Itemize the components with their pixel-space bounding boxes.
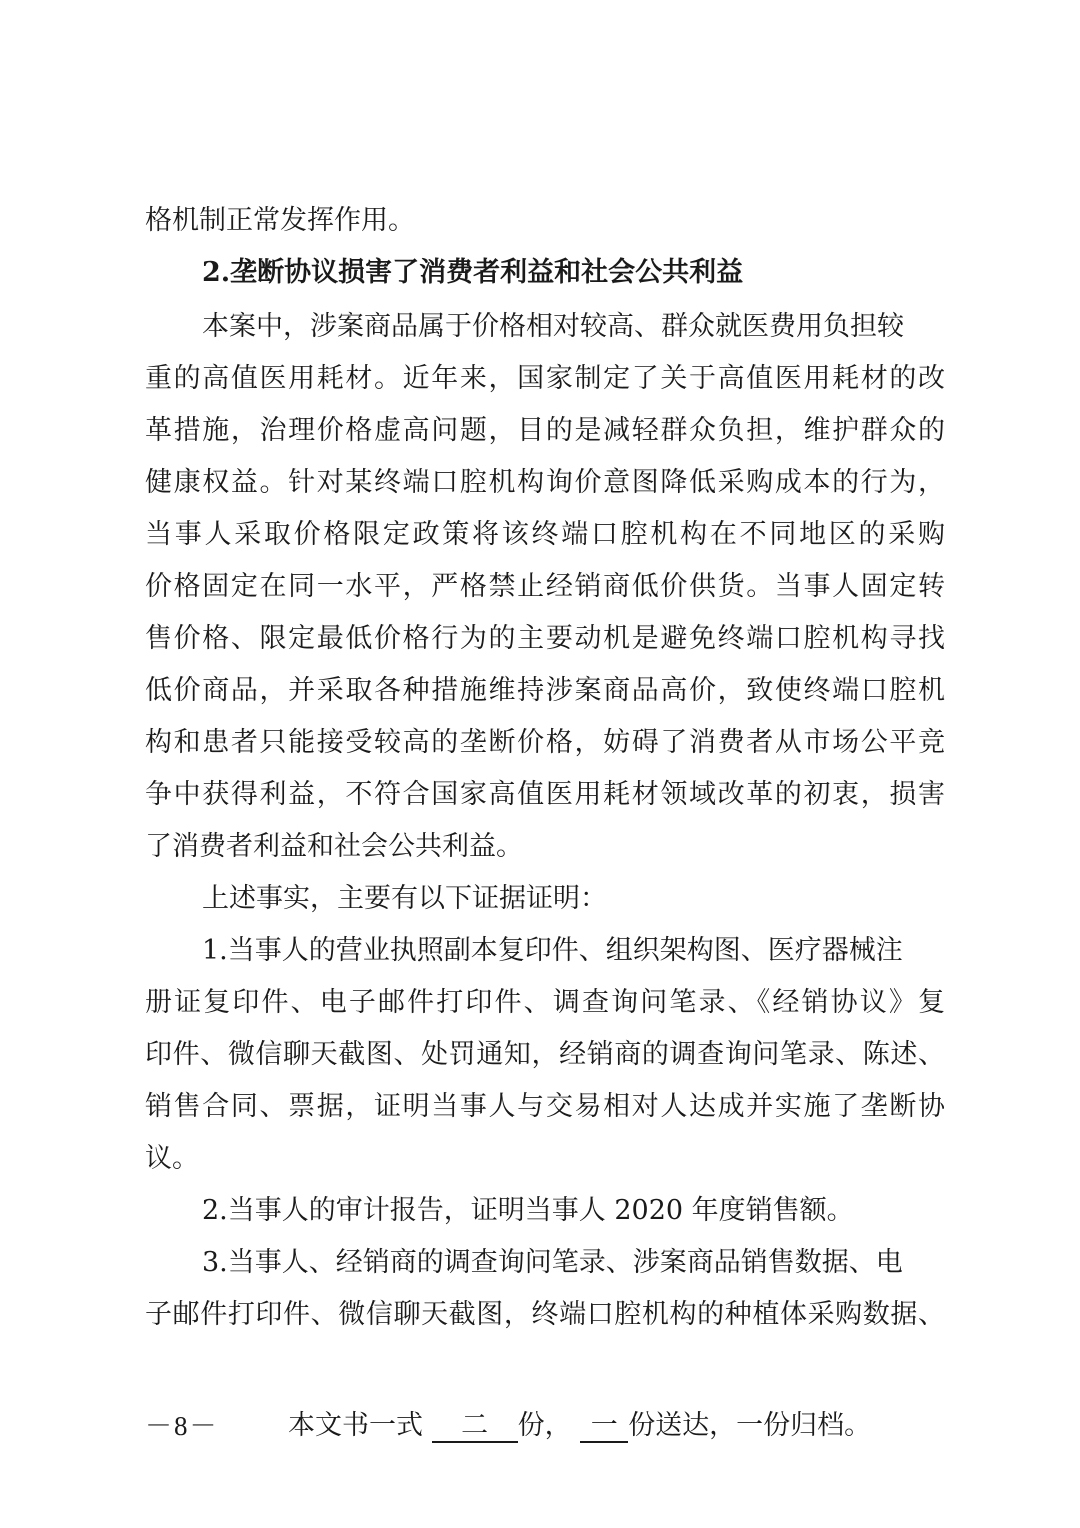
delivered-count-blank: 一 (580, 1411, 628, 1443)
text-line-15: 1.当事人的营业执照副本复印件、组织架构图、医疗器械注 (202, 935, 903, 966)
text-line-4: 重的高值医用耗材。近年来，国家制定了关于高值医用耗材的改 (145, 363, 945, 394)
text-line-3: 本案中，涉案商品属于价格相对较高、群众就医费用负担较 (202, 311, 904, 342)
text-line-22: 子邮件打印件、微信聊天截图，终端口腔机构的种植体采购数据、 (145, 1299, 945, 1330)
text-line-20: 2.当事人的审计报告，证明当事人 2020 年度销售额。 (202, 1195, 854, 1226)
text-line-19: 议。 (145, 1143, 199, 1174)
text-line-11: 构和患者只能接受较高的垄断价格，妨碍了消费者从市场公平竞 (145, 727, 945, 758)
text-line-12: 争中获得利益，不符合国家高值医用耗材领域改革的初衷，损害 (145, 779, 945, 810)
text-line-21: 3.当事人、经销商的调查询问笔录、涉案商品销售数据、电 (202, 1247, 903, 1278)
text-line-6: 健康权益。针对某终端口腔机构询价意图降低采购成本的行为， (145, 467, 945, 498)
text-line-9: 售价格、限定最低价格行为的主要动机是避免终端口腔机构寻找 (145, 623, 945, 654)
text-line-1: 格机制正常发挥作用。 (145, 205, 415, 236)
text-line-8: 价格固定在同一水平，严格禁止经销商低价供货。当事人固定转 (145, 571, 945, 602)
copies-count-blank: 二 (432, 1411, 518, 1443)
text-line-7: 当事人采取价格限定政策将该终端口腔机构在不同地区的采购 (145, 519, 945, 550)
copies-suffix: 份送达，一份归档。 (628, 1410, 872, 1441)
text-line-18: 销售合同、票据，证明当事人与交易相对人达成并实施了垄断协 (145, 1091, 945, 1122)
copies-note (288, 1408, 871, 1444)
text-line-17: 印件、微信聊天截图、处罚通知，经销商的调查询问笔录、陈述、 (145, 1039, 945, 1070)
text-line-14: 上述事实，主要有以下证据证明： (202, 883, 607, 914)
text-line-16: 册证复印件、电子邮件打印件、调查询问笔录、《经销协议》复 (145, 987, 945, 1018)
text-line-5: 革措施，治理价格虚高问题，目的是减轻群众负担，维护群众的 (145, 415, 945, 446)
page-number: －8－ (145, 1411, 219, 1441)
copies-mid: 份， (517, 1410, 572, 1441)
section-heading: 2.垄断协议损害了消费者利益和社会公共利益 (202, 257, 744, 288)
text-line-10: 低价商品，并采取各种措施维持涉案商品高价，致使终端口腔机 (145, 675, 945, 706)
text-line-13: 了消费者利益和社会公共利益。 (145, 831, 523, 862)
copies-prefix: 本文书一式 (288, 1410, 423, 1441)
